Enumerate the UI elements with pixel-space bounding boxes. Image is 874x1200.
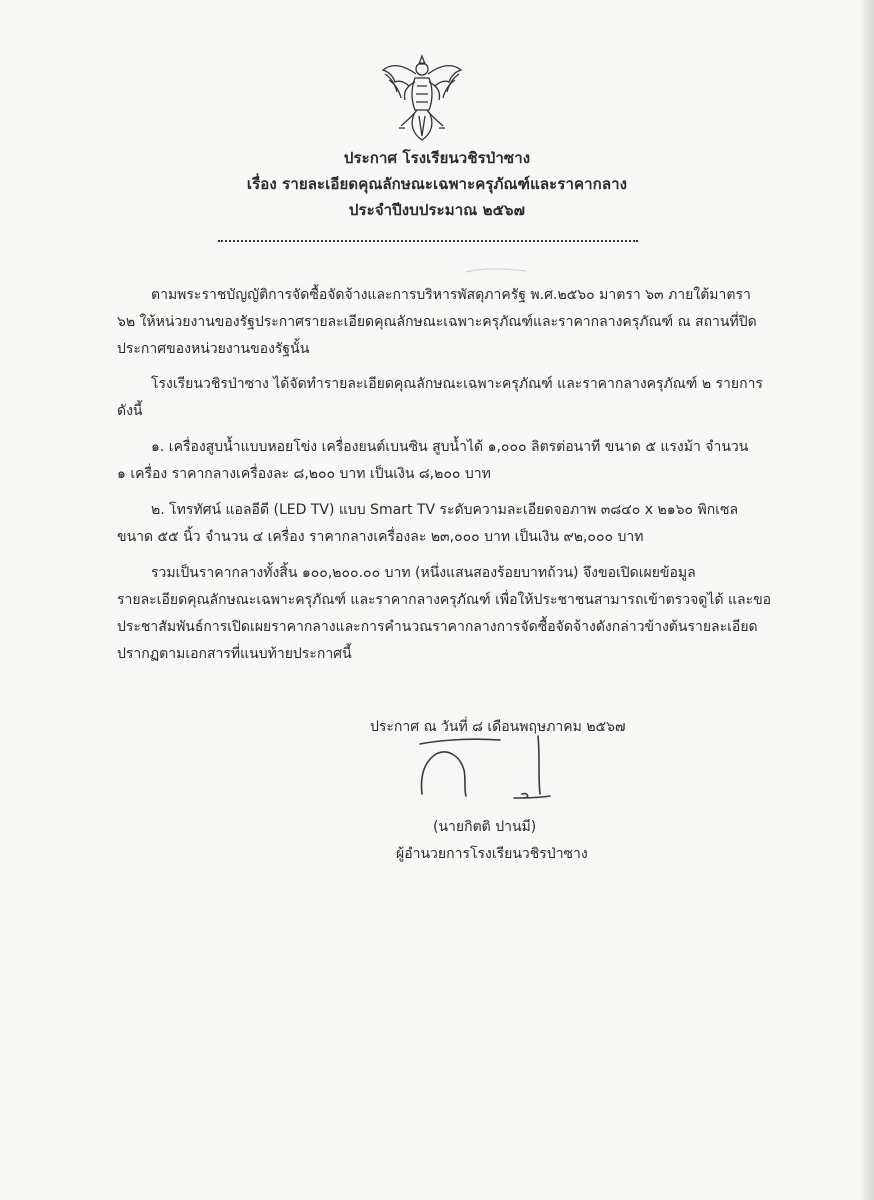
- summary-line-4: ปรากฏตามเอกสารที่แนบท้ายประกาศนี้: [117, 646, 352, 662]
- summary-line-3: ประชาสัมพันธ์การเปิดเผยราคากลางและการคำนวณราคากลางการจัดซื้อจัดจ้างดังกล่าวข้างต้นรายละเอียด: [117, 619, 758, 635]
- garuda-emblem-icon: [379, 52, 465, 144]
- announcement-subject: เรื่อง รายละเอียดคุณลักษณะเฉพาะครุภัณฑ์และราคากลาง: [246, 175, 628, 193]
- item-1-line-2: ๑ เครื่อง ราคากลางเครื่องละ ๘,๒๐๐ บาท เป็นเงิน ๘,๒๐๐ บาท: [117, 466, 491, 482]
- item-1-line-1: ๑. เครื่องสูบน้ำแบบหอยโข่ง เครื่องยนต์เบนซิน สูบน้ำได้ ๑,๐๐๐ ลิตรต่อนาที ขนาด ๕ แรงม้า จำนวน: [151, 439, 749, 455]
- paragraph-2-line-2: ดังนี้: [117, 403, 143, 419]
- item-2-line-2: ขนาด ๕๕ นิ้ว จำนวน ๔ เครื่อง ราคากลางเครื่องละ ๒๓,๐๐๐ บาท เป็นเงิน ๙๒,๐๐๐ บาท: [117, 529, 644, 545]
- summary-line-2: รายละเอียดคุณลักษณะเฉพาะครุภัณฑ์ และราคากลางครุภัณฑ์ เพื่อให้ประชาชนสามารถเข้าตรวจดูได้ และขอ: [117, 592, 772, 608]
- signer-position: ผู้อำนวยการโรงเรียนวชิรป่าซาง: [396, 846, 588, 862]
- faint-stamp-mark: [462, 262, 532, 278]
- page-edge-shadow: [860, 0, 874, 1200]
- summary-line-1: รวมเป็นราคากลางทั้งสิ้น ๑๐๐,๒๐๐.๐๐ บาท (หนึ่งแสนสองร้อยบาทถ้วน) จึงขอเปิดเผยข้อมูล: [151, 565, 696, 581]
- fiscal-year-line: ประจำปีงบประมาณ ๒๕๖๗: [348, 201, 526, 219]
- paragraph-2-line-1: โรงเรียนวชิรป่าซาง ได้จัดทำรายละเอียดคุณลักษณะเฉพาะครุภัณฑ์ และราคากลางครุภัณฑ์ ๒ รายการ: [151, 376, 763, 392]
- announcement-date: ประกาศ ณ วันที่ ๘ เดือนพฤษภาคม ๒๕๖๗: [370, 719, 626, 735]
- handwritten-signature: [410, 732, 570, 812]
- announcement-heading: ประกาศ โรงเรียนวชิรป่าซาง: [343, 149, 531, 167]
- paragraph-1-line-2: ๖๒ ให้หน่วยงานของรัฐประกาศรายละเอียดคุณลักษณะเฉพาะครุภัณฑ์และราคากลางครุภัณฑ์ ณ สถานที่ปิด: [117, 314, 757, 330]
- item-2-line-1: ๒. โทรทัศน์ แอลอีดี (LED TV) แบบ Smart TV ระดับความละเอียดจอภาพ ๓๘๔๐ x ๒๑๖๐ พิกเซล: [151, 502, 739, 518]
- dotted-separator: [218, 232, 638, 242]
- paragraph-1-line-3: ประกาศของหน่วยงานของรัฐนั้น: [117, 341, 310, 357]
- paragraph-1-line-1: ตามพระราชบัญญัติการจัดซื้อจัดจ้างและการบริหารพัสดุภาครัฐ พ.ศ.๒๕๖๐ มาตรา ๖๓ ภายใต้มาตรา: [151, 287, 751, 303]
- signer-name: (นายกิตติ ปานมี): [433, 819, 537, 835]
